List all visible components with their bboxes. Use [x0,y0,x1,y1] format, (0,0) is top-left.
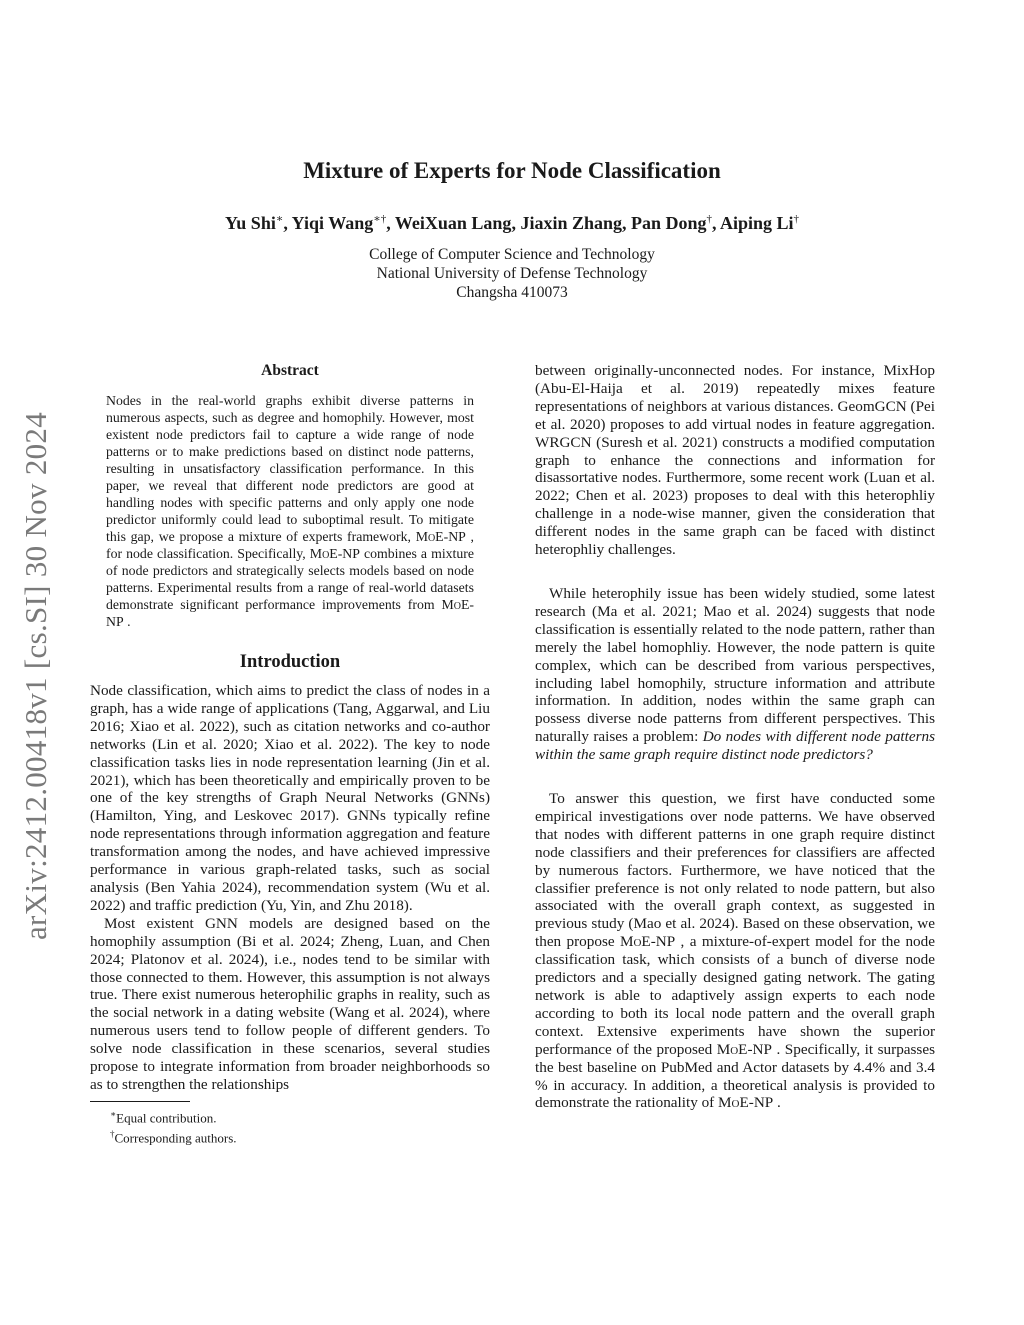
author-name: Aiping Li [720,213,794,233]
right-paragraph-3: To answer this question, we first have conducted some empirical investigations over node patterns. We have observed that nodes with different patterns in one graph require distinct node classifiers and their preferences for classifiers are affected by numerous factors. Furthermore, we have noticed that the classifier preference is not only related to node pattern, but also associated with the overall graph context, as suggested in previous study (Mao et al. 2024). Based on these observation, we then propose MoE-NP , a mixture-of-expert model for the node classification task, which consists of a bunch of diverse node predictors and a specially designed gating network. The gating network is able to adaptively assign experts to each node according to both its local node pattern and the overall graph context. Extensive experiments have shown the superior performance of the proposed MoE-NP . Specifically, it surpasses the best baseline on PubMed and Actor datasets by 4.4% and 3.4 % in accuracy. In addition, a theoretical analysis is provided to demonstrate the rationality of MoE-NP . [535,790,935,1112]
footnote-1: ∗Equal contribution. [110,1108,217,1126]
introduction-heading: Introduction [239,652,341,672]
method-name: MoE-NP [106,597,474,629]
right-paragraph-1: between originally-unconnected nodes. For instance, MixHop (Abu-El-Haija et al. 2019) repeatedly mixes feature representations of neighbors at various distances. GeomGCN (Pei et al. 2020) proposes to add virtual nodes in feature aggregation. WRGCN (Suresh et al. 2021) constructs a modified computation graph to enhance the connections and information for disassortative nodes. Furthermore, some recent work (Luan et al. 2022; Chen et al. 2023) proposes to deal with this heterophliy challenge in a node-wise manner, given the consideration that different nodes in the same graph can be faced with distinct heterophliy challenges. [535,362,935,559]
right-column [535,362,935,1112]
paper-title: Mixture of Experts for Node Classification [303,158,721,183]
author-name: Yu Shi [224,213,276,233]
author-mark: † [706,213,712,225]
method-name: MoE-NP [309,546,360,561]
footnote-2: †Corresponding authors. [110,1129,237,1146]
affiliation-line: Changsha 410073 [456,284,568,301]
affiliation-line: College of Computer Science and Technology [369,246,655,263]
footnote-rule [90,1101,190,1102]
author-list: Yu Shi∗, Yiqi Wang∗†, WeiXuan Lang, Jiaxin Zhang, Pan Dong†, Aiping Li† [224,213,800,233]
author-mark: † [793,213,800,225]
affiliation-line: National University of Defense Technology [376,265,648,282]
method-name: MoE-NP [415,529,466,544]
method-name: MoE-NP [718,1094,774,1112]
author-name: WeiXuan Lang [394,213,512,233]
intro-paragraph-2: Most existent GNN models are designed based on the homophily assumption (Bi et al. 2024; Zheng, Luan, and Chen 2024; Platonov et al. 2024), i.e., nodes tend to be similar with those connected to them. However, this assumption is not always true. There exist numerous heterophilic graphs in reality, such as the social network in a dating website (Wang et al. 2024), where numerous users tend to follow people of different genders. To solve node classification in these scenarios, several studies propose to integrate information from broader neighborhoods so as to strengthen the relationships [90,914,490,1093]
affiliation [0,245,1024,302]
research-question: Do nodes with different node patterns within the same graph require distinct node predictors? [535,728,936,764]
author-name: Pan Dong [630,213,707,233]
abstract-text: Nodes in the real-world graphs exhibit diverse patterns in numerous aspects, such as degree and homophily. However, most existent node predictors fail to capture a wide range of node patterns or to make predictions based on distinct node patterns, resulting in unsatisfactory classification performance. In this paper, we reveal that different node predictors are good at handling nodes with specific patterns and only apply one node predictor uniformly could lead to suboptimal result. To mitigate this gap, we propose a mixture of experts framework, MoE-NP , for node classification. Specifically, MoE-NP combines a mixture of node predictors and strategically selects models based on node patterns. Experimental results from a range of real-world datasets demonstrate significant performance improvements from MoE-NP . [106,393,475,629]
intro-paragraph-1: Node classification, which aims to predict the class of nodes in a graph, has a wide range of applications (Tang, Aggarwal, and Liu 2016; Xiao et al. 2022), such as citation networks and co-author networks (Lin et al. 2020; Xiao et al. 2022). The key to node classification tasks lies in node representation learning (Jin et al. 2021), which has been theoretically and empirically proven to be one of the key strengths of Graph Neural Networks (GNNs) (Hamilton, Ying, and Leskovec 2017). GNNs typically refine node representations through information aggregation and feature transformation among the nodes, and have achieved impressive performance in various graph-related tasks, such as social analysis (Ben Yahia 2024), recommendation system (Wu et al. 2022) and traffic prediction (Yu, Yin, and Zhu 2018). [90,682,490,914]
author-name: Yiqi Wang [291,213,374,233]
author-mark: ∗† [373,213,387,225]
author-mark: ∗ [275,213,284,225]
right-paragraph-2: While heterophily issue has been widely studied, some latest research (Ma et al. 2021; Mao et al. 2024) suggests that node classification is essentially related to the node pattern, rather than merely the label homophliy. However, the node pattern is quite complex, which can be described from various perspectives, including label homophily, structure information and attribute information. In addition, nodes within the same graph can possess diverse node patterns from different perspectives. This naturally raises a problem: Do nodes with different node patterns within the same graph require distinct node predictors? [535,584,936,764]
arxiv-identifier: arXiv:2412.00418v1 [cs.SI] 30 Nov 2024 [18,411,53,940]
abstract-heading: Abstract [261,362,319,379]
method-name: MoE-NP [619,933,676,951]
method-name: MoE-NP [716,1040,772,1058]
author-name: Jiaxin Zhang [520,213,622,233]
left-column [90,362,490,1147]
